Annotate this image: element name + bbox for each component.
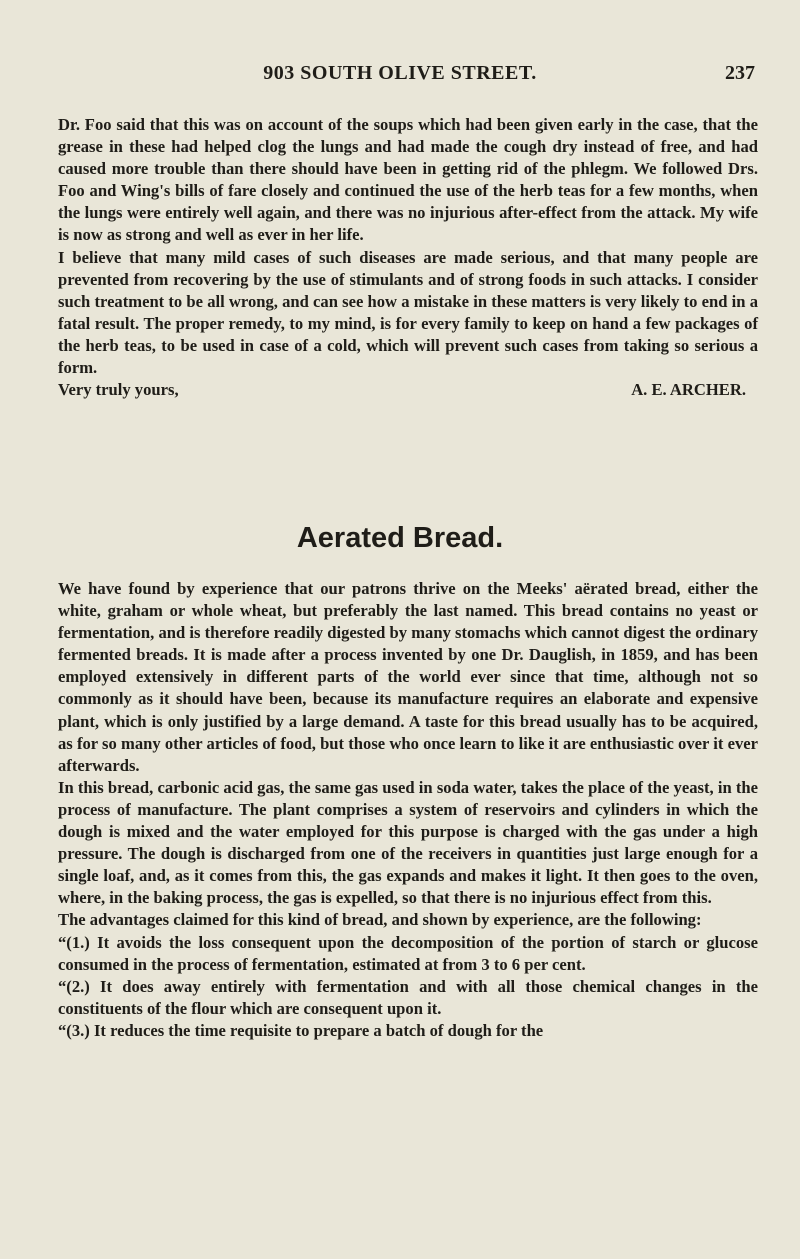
- advantage-item-1: “(1.) It avoids the loss consequent upon the decomposition of the portion of starch or glucose consumed in the process of fermentation, estimated at from 3 to 6 per cent.: [58, 932, 758, 974]
- running-head: [0, 62, 800, 86]
- letter-signoff: [58, 379, 758, 401]
- section-paragraph-3: The advantages claimed for this kind of bread, and shown by experience, are the following:: [58, 910, 702, 930]
- section-heading: Aerated Bread.: [296, 522, 504, 554]
- section-text: [58, 578, 758, 1042]
- section-paragraph-2: In this bread, carbonic acid gas, the same gas used in soda water, takes the place of the yeast, in the process of manufacture. The plant comprises a system of reservoirs and cylinders in which the dough is mixed and the water employed for this purpose is charged with the gas under a high pressure. The dough is discharged from one of the receivers in quantities just large enough for a single loaf, and, as it comes from this, the gas expands and makes it light. It then goes to the oven, where, in the baking process, the gas is expelled, so that there is no injurious effect from this.: [58, 777, 758, 908]
- advantage-item-2: “(2.) It does away entirely with fermentation and with all those chemical changes in the constituents of the flour which are consequent upon it.: [58, 976, 758, 1018]
- page-number: 237: [725, 62, 755, 84]
- letter-text: [58, 114, 758, 401]
- letter-signature: A. E. ARCHER.: [631, 380, 746, 400]
- letter-paragraph-2: I believe that many mild cases of such diseases are made serious, and that many people are prevented from recovering by the use of stimulants and of strong foods in such attacks. I consider such treatment to be all wrong, and can see how a mistake in these matters is very likely to end in a fatal result. The proper remedy, to my mind, is for every family to keep on hand a few packages of the herb teas, to be used in case of a cold, which will prevent such cases from taking so serious a form.: [58, 247, 758, 378]
- advantage-item-3: “(3.) It reduces the time requisite to prepare a batch of dough for the: [58, 1020, 544, 1040]
- letter-paragraph-1: Dr. Foo said that this was on account of the soups which had been given early in the case, that the grease in these had helped clog the lungs and had made the cough dry instead of free, and had caused more trouble than there should have been in getting rid of the phlegm. We followed Drs. Foo and Wing's bills of fare closely and continued the use of the herb teas for a few months, when the lungs were entirely well again, and there was no injurious after-effect from the attack. My wife is now as strong and well as ever in her life.: [58, 115, 758, 245]
- section-paragraph-1: We have found by experience that our patrons thrive on the Meeks' aërated bread, either the white, graham or whole wheat, but preferably the last named. This bread contains no yeast or fermentation, and is therefore readily digested by many stomachs which cannot digest the ordinary fermented breads. It is made after a process invented by one Dr. Dauglish, in 1859, and has been employed extensively in different parts of the world ever since that time, although not so commonly as it should have been, because its manufacture requires an elaborate and expensive plant, which is only justified by a large demand. A taste for this bread usually has to be acquired, as for so many other articles of food, but those who once learn to like it are enthusiastic over it ever afterwards.: [58, 579, 758, 775]
- running-head-title: 903 SOUTH OLIVE STREET.: [263, 62, 537, 84]
- letter-closing: Very truly yours,: [58, 380, 179, 400]
